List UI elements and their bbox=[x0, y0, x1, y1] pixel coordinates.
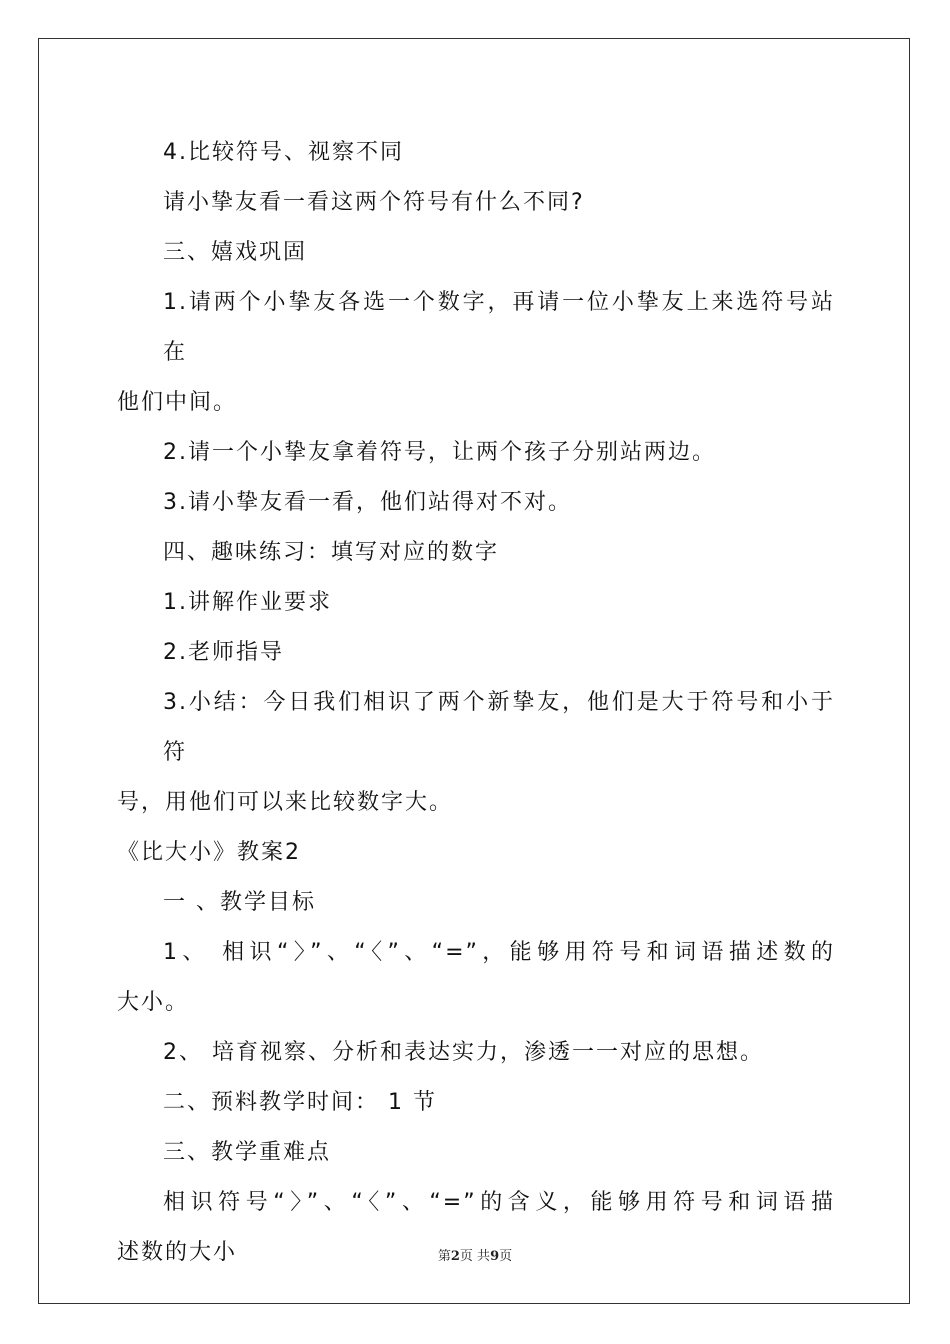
paragraph-line: 相识符号“〉”、“〈”、“=”的含义，能够用符号和词语描 bbox=[163, 1190, 835, 1215]
section-heading: 一 、教学目标 bbox=[163, 890, 316, 915]
paragraph-line: 他们中间。 bbox=[117, 390, 238, 415]
document-body bbox=[117, 128, 835, 1278]
section-heading: 四、趣味练习：填写对应的数字 bbox=[163, 540, 500, 565]
paragraph: 请小挚友看一看这两个符号有什么不同? bbox=[163, 190, 585, 215]
paragraph: 2.老师指导 bbox=[163, 640, 284, 665]
paragraph bbox=[117, 278, 835, 428]
page-label-suffix: 页 bbox=[499, 1249, 513, 1264]
document-title: 《比大小》教案2 bbox=[117, 840, 301, 865]
section-heading: 二、预料教学时间： 1 节 bbox=[163, 1090, 437, 1115]
paragraph-line: 1.请两个小挚友各选一个数字，再请一位小挚友上来选符号站在 bbox=[163, 290, 835, 365]
paragraph-line: 号，用他们可以来比较数字大。 bbox=[117, 790, 454, 815]
section-heading: 三、教学重难点 bbox=[163, 1140, 332, 1165]
paragraph-line: 1、 相识“〉”、“〈”、“=”，能够用符号和词语描述数的 bbox=[163, 940, 835, 965]
paragraph: 2、 培育视察、分析和表达实力，渗透一一对应的思想。 bbox=[163, 1040, 764, 1065]
paragraph bbox=[117, 678, 835, 828]
page-total: 9 bbox=[490, 1249, 500, 1264]
paragraph: 2.请一个小挚友拿着符号，让两个孩子分别站两边。 bbox=[163, 440, 716, 465]
page-label-prefix: 第 bbox=[437, 1249, 451, 1264]
paragraph-line: 大小。 bbox=[117, 990, 190, 1015]
page-label-mid: 页 共 bbox=[459, 1249, 491, 1264]
paragraph bbox=[117, 928, 835, 1028]
paragraph: 4.比较符号、视察不同 bbox=[163, 140, 404, 165]
paragraph-line: 述数的大小 bbox=[117, 1240, 238, 1265]
paragraph: 3.请小挚友看一看，他们站得对不对。 bbox=[163, 490, 572, 515]
paragraph: 1.讲解作业要求 bbox=[163, 590, 332, 615]
paragraph-line: 3.小结：今日我们相识了两个新挚友，他们是大于符号和小于符 bbox=[163, 690, 835, 765]
section-heading: 三、嬉戏巩固 bbox=[163, 240, 308, 265]
page-footer bbox=[0, 1245, 950, 1264]
page-current: 2 bbox=[450, 1249, 460, 1264]
